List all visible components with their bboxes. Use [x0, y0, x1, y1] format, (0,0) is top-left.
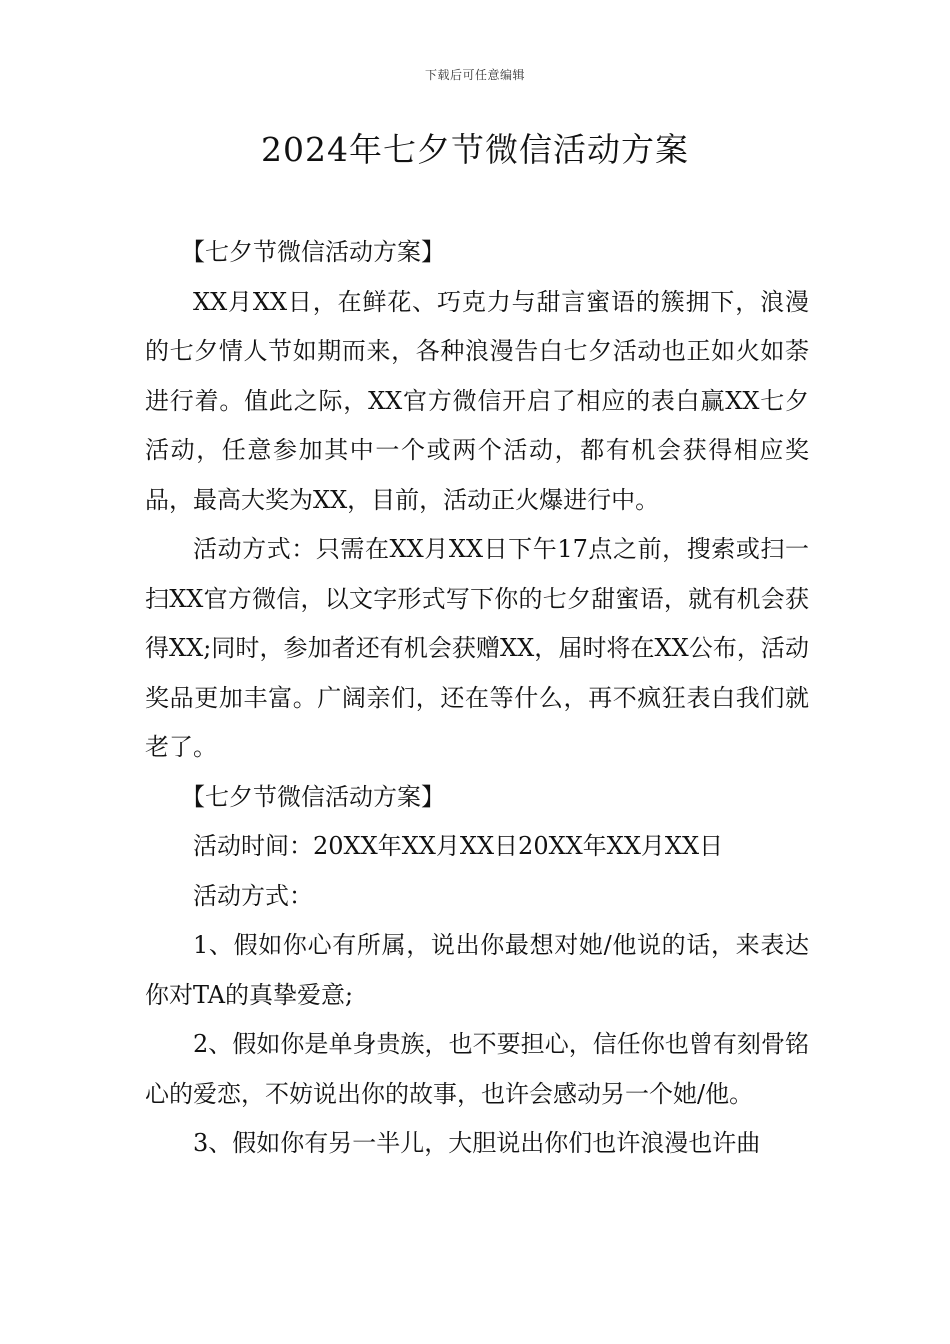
activity-method-label: 活动方式： — [193, 881, 313, 910]
list-item-3: 3、假如你有另一半儿，大胆说出你们也许浪漫也许曲 — [193, 1129, 761, 1157]
section-heading-2: 【七夕节微信活动方案】 — [181, 782, 445, 811]
section-heading-1: 【七夕节微信活动方案】 — [181, 238, 445, 266]
document-body — [145, 228, 809, 1169]
list-item-1: 1、假如你心有所属，说出你最想对她/他说的话，来表达你对TA的真挚爱意; — [145, 931, 809, 1009]
list-item-2: 2、假如你是单身贵族，也不要担心，信任你也曾有刻骨铭心的爱恋，不妨说出你的故事，也许会感动另一个她/他。 — [145, 1030, 809, 1108]
activity-time: 活动时间：20XX年XX月XX日20XX年XX月XX日 — [193, 832, 724, 860]
paragraph-method: 活动方式：只需在XX月XX日下午17点之前，搜索或扫一扫XX官方微信，以文字形式写下你的七夕甜蜜语，就有机会获得XX;同时，参加者还有机会获赠XX，届时将在XX公布，活动奖品更加丰富。广阔亲们，还在等什么，再不疯狂表白我们就老了。 — [145, 535, 809, 761]
document-title: 2024年七夕节微信活动方案 — [261, 130, 689, 169]
paragraph-intro: XX月XX日，在鲜花、巧克力与甜言蜜语的簇拥下，浪漫的七夕情人节如期而来，各种浪漫告白七夕活动也正如火如荼进行着。值此之际，XX官方微信开启了相应的表白赢XX七夕活动，任意参加其中一个或两个活动，都有机会获得相应奖品，最高大奖为XX，目前，活动正火爆进行中。 — [145, 287, 809, 514]
header-note: 下载后可任意编辑 — [424, 68, 525, 82]
